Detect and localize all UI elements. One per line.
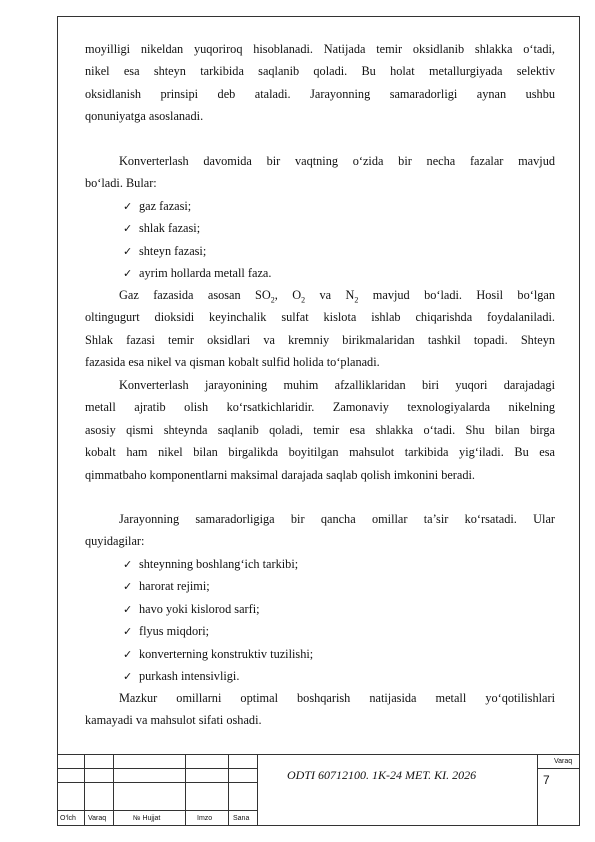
list-item: ✓ gaz fazasi; (123, 195, 191, 218)
text-line: kamayadi va mahsulot sifati oshadi. (85, 713, 262, 728)
list-item: ✓ harorat rejimi; (123, 575, 210, 598)
divider (57, 768, 257, 769)
text-line: Konverterlash davomida bir vaqtning o‘zida bir necha fazalar mavjud (119, 154, 555, 168)
text-line: metall ajratib olish ko‘rsatkichlaridir. Zamonaviy texnologiyalarda nikelning (85, 400, 555, 415)
list-item: ✓ havo yoki kislorod sarfi; (123, 598, 260, 621)
text-line: Gaz fazasida asosan $SO_2$, $O_2$ va $N_2$ mavjud bo‘ladi. Hosil bo‘lgan (119, 288, 555, 305)
divider (57, 810, 257, 811)
list-item: ✓ ayrim hollarda metall faza. (123, 262, 271, 285)
checkmark-icon: ✓ (123, 580, 133, 593)
list-item: ✓ shlak fazasi; (123, 217, 200, 240)
checkmark-icon: ✓ (123, 603, 133, 616)
sheet-label: Varaq (554, 758, 573, 765)
divider (185, 754, 186, 826)
list-item: ✓ konverterning konstruktiv tuzilishi; (123, 643, 313, 666)
text-line: oltingugurt dioksidi keyinchalik sulfat kislota ishlab chiqarishda foydalaniladi. (85, 310, 555, 325)
text-line: Konverterlash jarayonining muhim afzalliklaridan biri yuqori darajadagi (119, 378, 555, 392)
divider (537, 754, 538, 826)
text-line: Jarayonning samaradorligiga bir qancha omillar ta’sir ko‘rsatadi. Ular (119, 512, 555, 526)
text-line: oksidlanish prinsipi deb ataladi. Jarayonning samaradorligi aynan ushbu (85, 86, 555, 101)
divider (537, 768, 580, 769)
text-line: bo‘ladi. Bular: (85, 176, 157, 191)
checkmark-icon: ✓ (123, 245, 133, 258)
text-line: qonuniyatga asoslanadi. (85, 109, 204, 124)
paragraph-6 (85, 687, 555, 732)
checkmark-icon: ✓ (123, 648, 133, 661)
text-line: moyilligi nikeldan yuqoriroq hisoblanadi. Natijada temir oksidlanib shlakka o‘tadi, (85, 42, 555, 56)
col-label: O‘lch (60, 815, 76, 822)
text-line: fazasida esa nikel va qisman kobalt sulfid holida to‘planadi. (85, 355, 380, 370)
checkmark-icon: ✓ (123, 222, 133, 235)
list-item: ✓ shteyn fazasi; (123, 240, 206, 263)
divider (257, 754, 258, 826)
checkmark-icon: ✓ (123, 267, 133, 280)
text-line: Mazkur omillarni optimal boshqarish natijasida metall yo‘qotilishlari (119, 691, 555, 705)
checkmark-icon: ✓ (123, 625, 133, 638)
text-line: kobalt ham nikel bilan birgalikda boyitilgan mahsulot tarkibida yig‘iladi. Bu esa (85, 445, 555, 460)
checkmark-icon: ✓ (123, 558, 133, 571)
paragraph-5 (85, 508, 555, 553)
list-item: ✓ purkash intensivligi. (123, 665, 239, 688)
col-label: Sana (233, 815, 250, 822)
col-label: Imzo (197, 815, 213, 822)
text-line: asosiy qismi shteynda saqlanib qoladi, temir esa shlakka o‘tadi. Shu bilan birga (85, 422, 555, 437)
divider (84, 754, 85, 826)
paragraph-2 (85, 150, 555, 195)
divider (113, 754, 114, 826)
paragraph-3 (85, 284, 555, 374)
paragraph-4 (85, 374, 555, 486)
checkmark-icon: ✓ (123, 670, 133, 683)
text-line: quyidagilar: (85, 534, 145, 549)
list-item: ✓ flyus miqdori; (123, 620, 209, 643)
col-label: № Hujjat (133, 815, 161, 822)
list-item: ✓ shteynning boshlang‘ich tarkibi; (123, 553, 298, 576)
divider (57, 782, 257, 783)
sheet-number: 7 (543, 773, 550, 787)
col-label: Varaq (88, 815, 107, 822)
text-line: Shlak fazasi temir oksidlari va kremniy birikmalaridan tashkil topadi. Shteyn (85, 332, 555, 347)
text-line: qimmatbaho komponentlarni maksimal darajada saqlab qolish imkonini beradi. (85, 467, 475, 482)
document-code: ODTI 60712100. 1K-24 MET. KI. 2026 (287, 768, 477, 782)
checkmark-icon: ✓ (123, 200, 133, 213)
divider (57, 754, 580, 755)
paragraph-1 (85, 38, 555, 128)
text-line: nikel esa shteyn tarkibida saqlanib qoladi. Bu holat metallurgiyada selektiv (85, 64, 555, 79)
divider (228, 754, 229, 826)
